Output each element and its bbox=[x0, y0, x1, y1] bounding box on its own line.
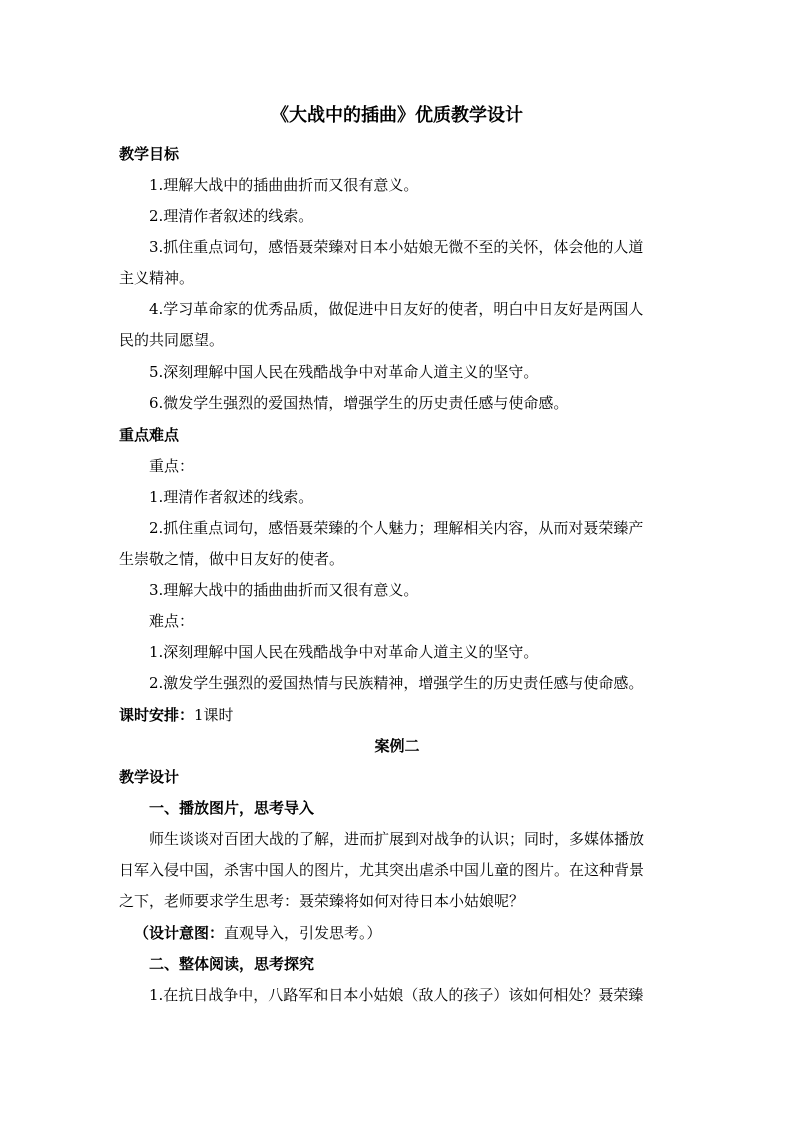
design-heading: 教学设计 bbox=[119, 768, 180, 786]
class-hours bbox=[119, 704, 234, 726]
difficulty-label: 难点： bbox=[149, 612, 195, 630]
key-difficulty-heading: 重点难点 bbox=[119, 426, 180, 444]
goals-heading: 教学目标 bbox=[119, 145, 180, 163]
goal-item: 5.深刻理解中国人民在残酷战争中对革命人道主义的坚守。 bbox=[149, 363, 539, 381]
goal-item-continued: 主义精神。 bbox=[119, 269, 195, 287]
section-title: 二、整体阅读，思考探究 bbox=[149, 955, 315, 973]
difficulty-item: 2.激发学生强烈的爱国热情与民族精神，增强学生的历史责任感与使命感。 bbox=[149, 674, 644, 692]
goal-item: 2.理清作者叙述的线索。 bbox=[149, 207, 314, 225]
goal-item-continued: 民的共同愿望。 bbox=[119, 331, 225, 349]
goal-item: 1.理解大战中的插曲曲折而又很有意义。 bbox=[149, 176, 419, 194]
key-item: 2.抓住重点词句，感悟聂荣臻的个人魅力；理解相关内容，从而对聂荣臻产 bbox=[149, 519, 644, 537]
class-hours-value: 1课时 bbox=[194, 706, 234, 724]
class-hours-label: 课时安排： bbox=[119, 706, 195, 724]
key-item: 3.理解大战中的插曲曲折而又很有意义。 bbox=[149, 581, 419, 599]
section-paragraph-line: 日军入侵中国，杀害中国人的图片，尤其突出虐杀中国儿童的图片。在这种背景 bbox=[119, 861, 645, 879]
key-item: 1.理清作者叙述的线索。 bbox=[149, 488, 314, 506]
key-label: 重点： bbox=[149, 457, 195, 475]
section-paragraph-line: 1.在抗日战争中，八路军和日本小姑娘（敌人的孩子）该如何相处？聂荣臻 bbox=[149, 986, 644, 1004]
goal-item: 3.抓住重点词句，感悟聂荣臻对日本小姑娘无微不至的关怀，体会他的人道 bbox=[149, 238, 644, 256]
document-title: 《大战中的插曲》优质教学设计 bbox=[271, 105, 523, 126]
case-title: 案例二 bbox=[374, 737, 420, 755]
section-paragraph-line: 之下，老师要求学生思考：聂荣臻将如何对待日本小姑娘呢？ bbox=[119, 892, 525, 910]
section-title: 一、播放图片，思考导入 bbox=[149, 799, 315, 817]
design-intent-text: 直观导入，引发思考。） bbox=[224, 924, 382, 942]
goal-item: 6.微发学生强烈的爱国热情，增强学生的历史责任感与使命感。 bbox=[149, 394, 569, 412]
design-intent bbox=[134, 922, 382, 944]
difficulty-item: 1.深刻理解中国人民在残酷战争中对革命人道主义的坚守。 bbox=[149, 643, 539, 661]
section-paragraph-line: 师生谈谈对百团大战的了解，进而扩展到对战争的认识；同时，多媒体播放 bbox=[149, 830, 645, 848]
design-intent-label: （设计意图： bbox=[134, 924, 225, 942]
goal-item: 4.学习革命家的优秀品质，做促进中日友好的使者，明白中日友好是两国人 bbox=[149, 300, 644, 318]
key-item-continued: 生崇敬之情，做中日友好的使者。 bbox=[119, 550, 345, 568]
